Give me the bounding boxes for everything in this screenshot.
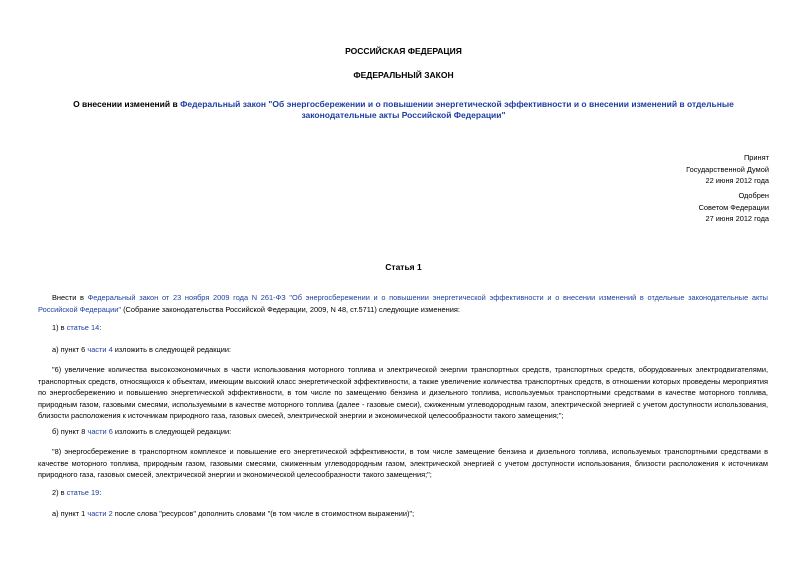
intro-prefix: Внести в (52, 293, 84, 302)
approval-block (699, 190, 769, 225)
item-1 (38, 322, 768, 334)
approval-line-2: Советом Федерации (698, 202, 769, 212)
item-2 (38, 487, 768, 499)
article-intro (38, 292, 768, 315)
intro-law-link[interactable]: Федеральный закон от 23 ноября 2009 года N 261-ФЗ "Об энергосбережении и о повышении энергетической эффективности и о внесении изменений в отдельные законодательные акты Российской Федерации" (38, 293, 768, 314)
approval-line-1: Одобрен (738, 191, 769, 200)
item-2-suffix: : (99, 488, 102, 497)
adoption-line-3: 22 июня 2012 года (705, 176, 769, 185)
item-1b-prefix: б) пункт 8 (52, 427, 86, 436)
item-2a (38, 508, 768, 520)
item-1b-suffix: изложить в следующей редакции: (114, 427, 232, 436)
item-1a-suffix: изложить в следующей редакции: (114, 345, 232, 354)
item-2a-suffix: после слова "ресурсов" дополнить словами "(в том числе в стоимостном выражении)"; (114, 509, 415, 518)
adoption-line-1: Принят (743, 153, 769, 162)
item-2a-prefix: а) пункт 1 (52, 509, 86, 518)
item-1b-link[interactable]: части 6 (87, 427, 113, 436)
item-2-link[interactable]: статье 19 (66, 488, 100, 497)
item-2a-link[interactable]: части 2 (87, 509, 113, 518)
item-1-prefix: 1) в (52, 323, 65, 332)
law-title (52, 99, 755, 121)
intro-suffix: (Собрание законодательства Российской Федерации, 2009, N 48, ст.5711) следующие изменения: (123, 304, 460, 314)
adoption-line-2: Государственной Думой (686, 164, 769, 174)
item-1a-prefix: а) пункт 6 (52, 345, 86, 354)
quote-2: "8) энергосбережение в транспортном комплексе и повышение его энергетической эффективности, в том числе замещение бензина и дизельного топлива, используемых транспортными средствами в качестве моторного топлива, природным газом, газовыми смесями, сжиженным углеводородным газом, электрической энергией с учетом доступности использования, близости расположения к источникам природного газа, газовых смесей, электрической энергии и экономической целесообразности такого замещения;"; (38, 447, 768, 480)
item-1-link[interactable]: статье 14 (66, 323, 100, 332)
country-heading: РОССИЙСКАЯ ФЕДЕРАЦИЯ (345, 46, 462, 56)
law-title-prefix: О внесении изменений в (73, 99, 178, 109)
item-1b (38, 426, 768, 438)
doc-type-heading: ФЕДЕРАЛЬНЫЙ ЗАКОН (353, 70, 454, 80)
item-2-prefix: 2) в (52, 488, 65, 497)
adoption-block (686, 152, 769, 187)
item-1-suffix: : (99, 323, 102, 332)
approval-line-3: 27 июня 2012 года (705, 214, 769, 223)
item-1a-link[interactable]: части 4 (87, 345, 113, 354)
article-heading: Статья 1 (385, 262, 422, 272)
quote-1: "6) увеличение количества высокоэкономичных в части использования моторного топлива и электрической энергии транспортных средств, транспортных средств, оборудованных электродвигателями, транспортных средств, относящихся к объектам, имеющим высокий класс энергетической эффективности, а также увеличение количества транспортных средств, в отношении которых проведены мероприятия по энергосбережению и повышению энергетической эффективности, в том числе по замещению бензина и дизельного топлива, используемых транспортными средствами в качестве моторного топлива, природным газом, газовыми смесями, используемыми в качестве моторного топлива (далее - газовые смеси), сжиженным углеводородным газом, электрической энергией с учетом доступности использования, близости расположения к источникам природного газа, газовых смесей, электрической энергии и экономической целесообразности такого замещения;"; (38, 365, 768, 421)
law-title-link[interactable]: Федеральный закон "Об энергосбережении и о повышении энергетической эффективности и о внесении изменений в отдельные законодательные акты Российской Федерации" (180, 99, 734, 120)
item-1a (38, 344, 768, 356)
